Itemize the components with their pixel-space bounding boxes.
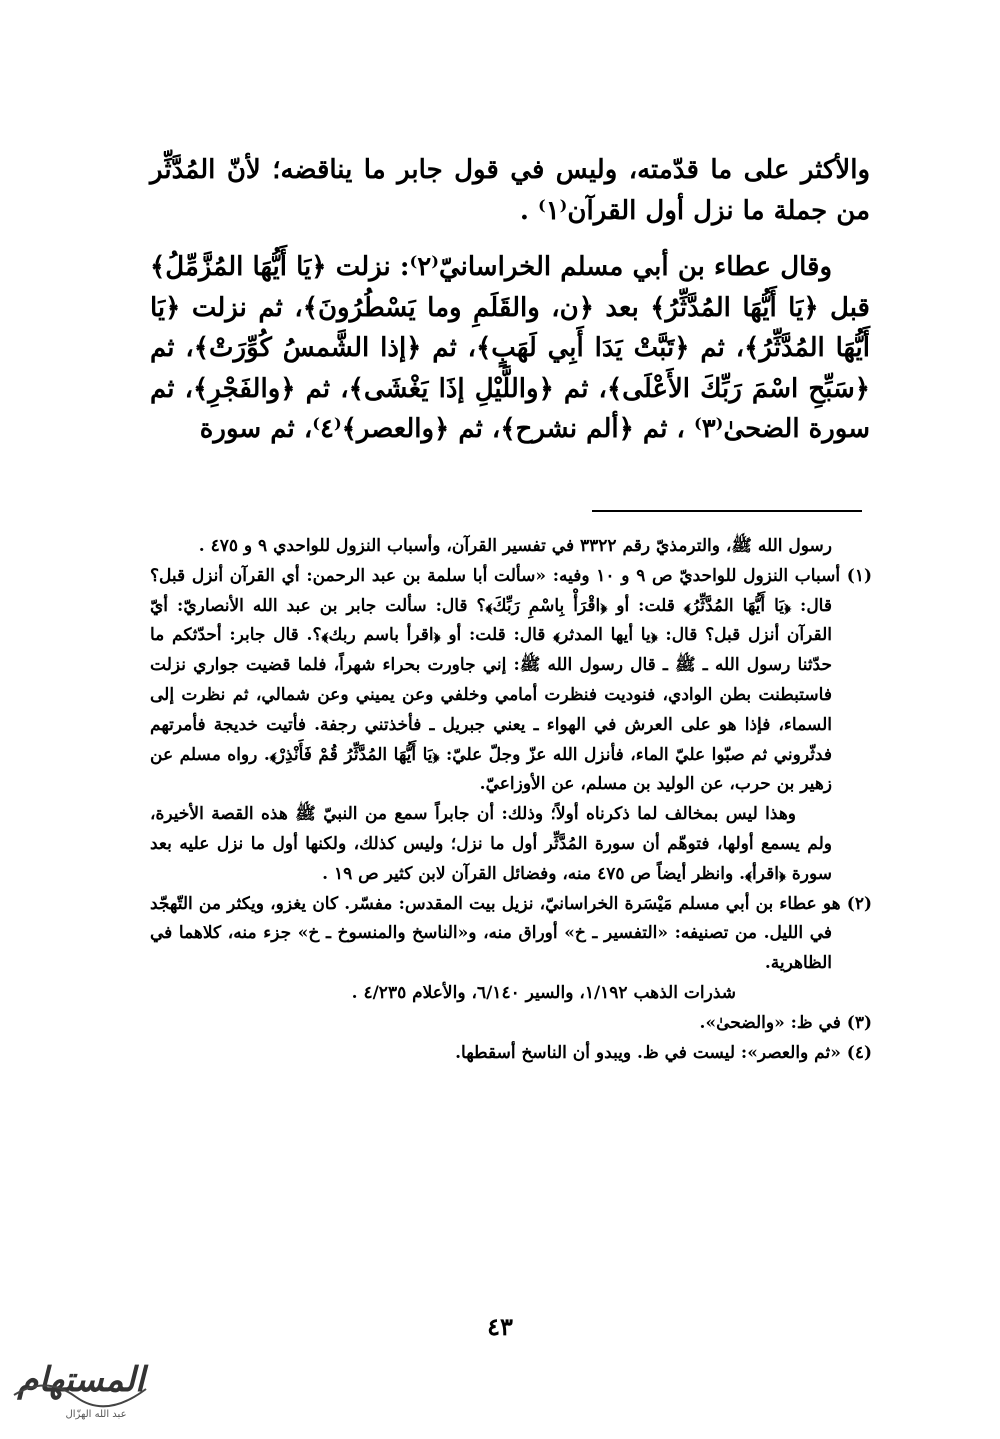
stamp-logo-icon <box>6 1345 156 1425</box>
footnote-3: (٣) في ظ: «والضحىٰ». <box>699 1012 872 1033</box>
svg-text:عبد الله الهزّال: عبد الله الهزّال <box>65 1409 127 1420</box>
main-paragraph-2: وقال عطاء بن أبي مسلم الخراسانيّ⁽٢⁾: نزلت ﴿يَا أَيُّهَا المُزَّمِّلُ﴾ قبل ﴿يَا أَيُّهَا المُدَّثِّرُ﴾ بعد ﴿ن، والقَلَمِ وما يَسْطُرُونَ﴾، ثم نزلت ﴿يَا أَيُّهَا المُدَّثِّرُ﴾، ثم ﴿تَبَّتْ يَدَا أَبِي لَهَبٍ﴾، ثم ﴿إذا الشَّمسُ كُوِّرَتْ﴾، ثم ﴿سَبِّحِ اسْمَ رَبِّكَ الأَعْلَى﴾، ثم ﴿واللَّيْلِ إذَا يَغْشَى﴾، ثم ﴿والفَجْرِ﴾، ثم سورة الضحىٰ⁽٣⁾ ، ثم ﴿ألم نشرح﴾، ثم ﴿والعصر﴾⁽٤⁾، ثم سورة <box>150 252 870 444</box>
main-paragraph-1: والأكثر على ما قدّمته، وليس في قول جابر ما يناقضه؛ لأنّ المُدَّثِّر من جملة ما نزل أول القرآن⁽١⁾ . <box>150 155 870 226</box>
main-text <box>150 150 870 450</box>
footnote-carryover: رسول الله ﷺ، والترمذيّ رقم ٣٣٢٢ في تفسير القرآن، وأسباب النزول للواحدي ٩ و ٤٧٥ . <box>198 536 832 556</box>
page-number: ٤٣ <box>487 1312 513 1341</box>
footnote-2: (٢) هو عطاء بن أبي مسلم مَيْسَرة الخراسانيّ، نزيل بيت المقدس: مفسّر. كان يغزو، ويكثر من التّهجّد في الليل. من تصنيفه: «التفسير ـ خ» أوراق منه، و«الناسخ والمنسوخ ـ خ» جزء منه، كلاهما في الظاهرية. <box>150 893 872 974</box>
svg-text:المستهام: المستهام <box>17 1360 145 1400</box>
footnote-1-continuation: وهذا ليس بمخالف لما ذكرناه أولاً؛ وذلك: أن جابراً سمع من النبيّ ﷺ هذه القصة الأخيرة، ولم يسمع أولها، فتوهّم أن سورة المُدَّثِّر أول ما نزل؛ وليس كذلك، ولكنها أول ما نزل عليه بعد سورة ﴿اقرأ﴾. وانظر أيضاً ص ٤٧٥ منه، وفضائل القرآن لابن كثير ص ١٩ . <box>150 804 832 884</box>
calligraphy-stamp <box>6 1345 156 1425</box>
footnote-2-sources: شذرات الذهب ١/١٩٢، والسير ٦/١٤٠، والأعلام ٤/٢٣٥ . <box>351 982 736 1003</box>
footnote-1: (١) أسباب النزول للواحديّ ص ٩ و ١٠ وفيه: «سألت أبا سلمة بن عبد الرحمن: أي القرآن أنزل قبل؟ قال: ﴿يَا أَيُّهَا المُدَّثِّرُ﴾ قلت: أو ﴿اقْرَأْ بِاسْمِ رَبِّكَ﴾؟ قال: سألت جابر بن عبد الله الأنصاريّ: أيّ القرآن أنزل قبل؟ قال: ﴿يا أيها المدثر﴾ قال: قلت: أو ﴿اقرأ باسم ربك﴾؟. قال جابر: أحدّثكم ما حدّثنا رسول الله ـ ﷺ ـ قال رسول الله ﷺ: إني جاورت بحراء شهراً، فلما قضيت جواري نزلت فاستبطنت بطن الوادي، فنوديت فنظرت أمامي وخلفي وعن يميني وعن شمالي، ثم نظرت إلى السماء، فإذا هو على العرش في الهواء ـ يعني جبريل ـ فأخذتني رجفة. فأتيت خديجة فأمرتهم فدثّروني ثم صبّوا عليّ الماء، فأنزل الله عزّ وجلّ عليّ: ﴿يَا أَيُّهَا المُدَّثِّرُ قُمْ فَأَنْذِرْ﴾. رواه مسلم عن زهير بن حرب، عن الوليد بن مسلم، عن الأوزاعيّ. <box>150 565 873 795</box>
footnote-separator <box>592 510 862 512</box>
footnotes <box>150 532 872 1068</box>
footnote-4: (٤) «ثم والعصر»: ليست في ظ. ويبدو أن الناسخ أسقطها. <box>455 1042 872 1063</box>
